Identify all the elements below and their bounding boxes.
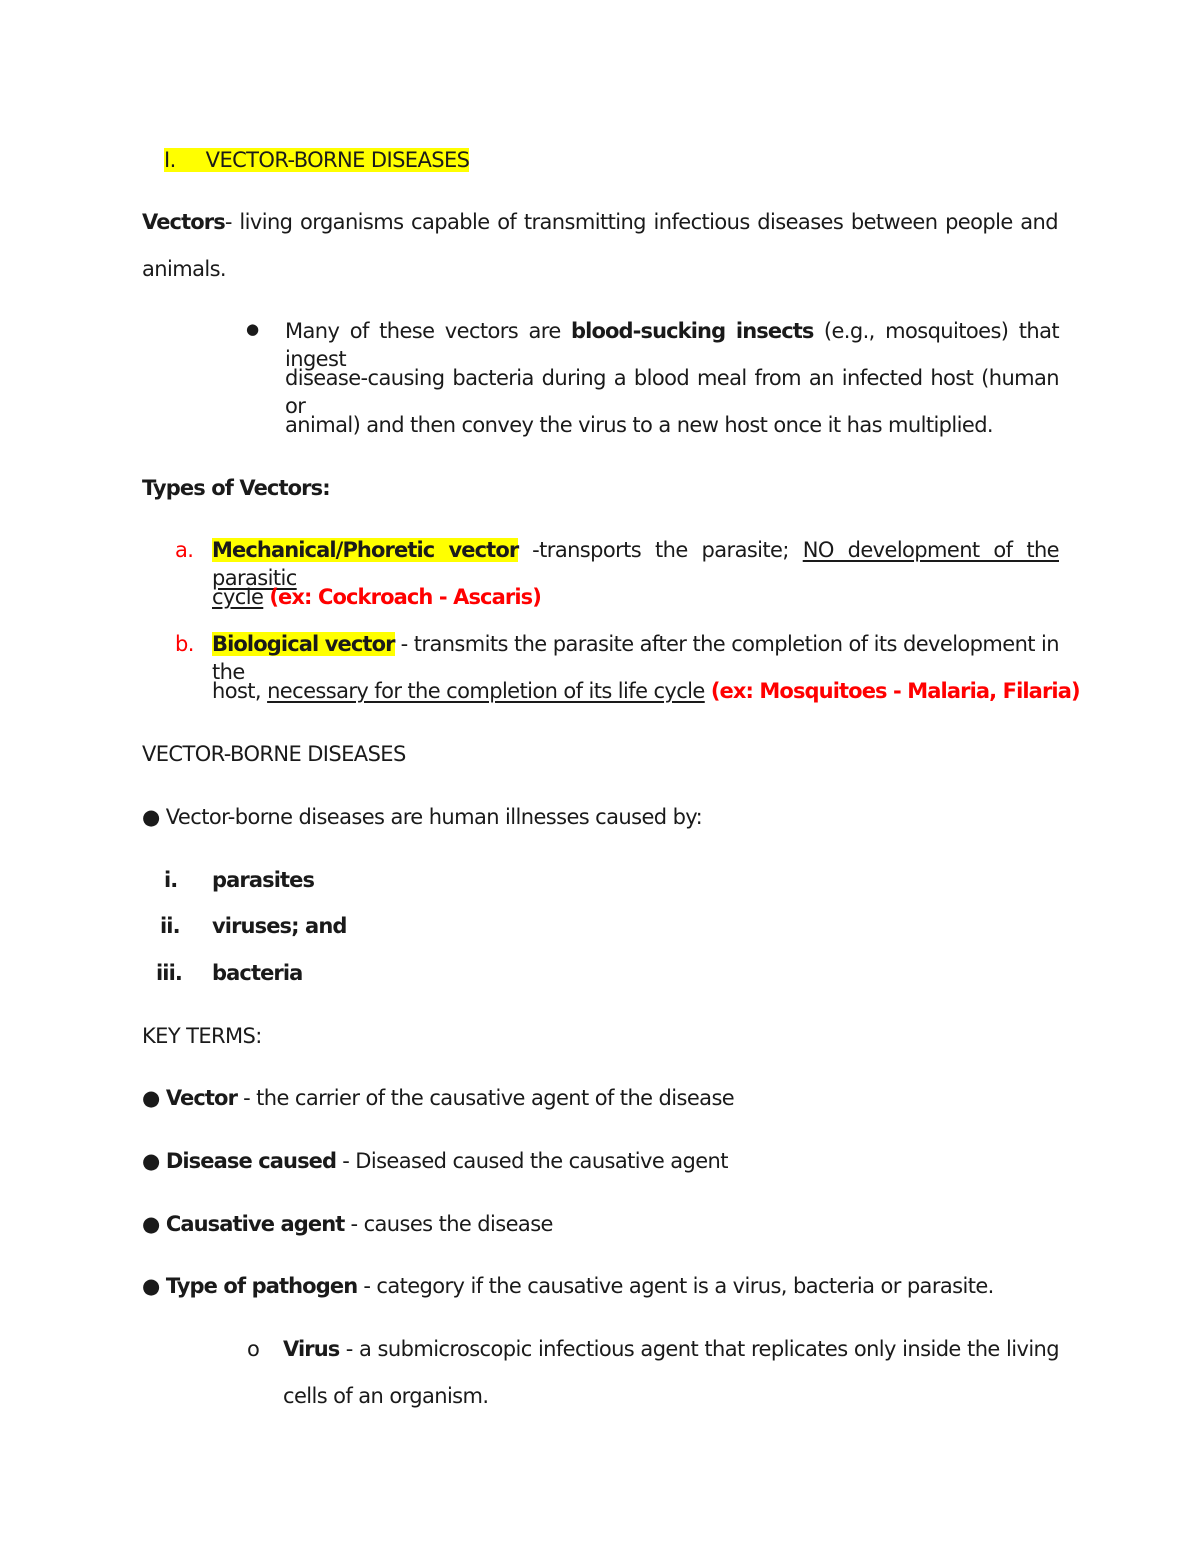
cause-num: ii.: [160, 914, 180, 938]
section-number: I.: [164, 148, 176, 172]
bullet-text-pre: Many of these vectors are: [285, 319, 572, 343]
key-term-def: - category if the causative agent is a virus, bacteria or parasite.: [357, 1274, 994, 1298]
cause-num: i.: [164, 868, 178, 892]
blood-sucking-term: blood-sucking insects: [571, 319, 814, 343]
cause-item: viruses; and: [212, 914, 347, 938]
section-heading-highlight: [164, 148, 469, 172]
virus-def: - a submicroscopic infectious agent that replicates only inside the living: [339, 1337, 1059, 1361]
key-term-def: - causes the disease: [344, 1212, 553, 1236]
vectors-definition-text: - living organisms capable of transmitting infectious diseases between people and: [224, 210, 1058, 234]
key-term-item: [142, 1210, 553, 1238]
types-heading: Types of Vectors:: [142, 476, 330, 500]
cause-num: iii.: [156, 961, 182, 985]
section-title: VECTOR-BORNE DISEASES: [205, 148, 470, 172]
type-b-example: (ex: Mosquitoes - Malaria, Filaria): [710, 679, 1080, 703]
key-term-marker: ●: [142, 1274, 160, 1298]
bullet-line-3: animal) and then convey the virus to a new host once it has multiplied.: [285, 413, 994, 437]
type-a-letter: a.: [175, 538, 194, 562]
type-a-desc: -transports the parasite;: [518, 538, 803, 562]
key-term-marker: ●: [142, 1086, 160, 1110]
key-term-def: - Diseased caused the causative agent: [336, 1149, 728, 1173]
type-b-letter: b.: [175, 632, 194, 656]
bullet-line-2: disease-causing bacteria during a blood meal from an infected host (human or: [285, 366, 1059, 418]
biological-vector-term: Biological vector: [212, 632, 395, 656]
key-term-marker: ●: [142, 1212, 160, 1236]
key-terms-heading: KEY TERMS:: [142, 1024, 262, 1048]
vectors-definition: [142, 208, 1058, 236]
vectors-term: Vectors: [142, 210, 225, 234]
bullet-marker: ●: [246, 320, 260, 338]
cause-item: bacteria: [212, 961, 303, 985]
virus-line-1: [283, 1335, 1059, 1363]
type-b-line2-pre: host,: [212, 679, 268, 703]
key-term-marker: ●: [142, 1149, 160, 1173]
vectors-definition-cont: animals.: [142, 257, 226, 281]
type-a-line-2: [212, 583, 541, 611]
type-b-line-2: [212, 677, 1080, 705]
key-term-item: [142, 1147, 728, 1175]
key-term-name: Disease caused: [165, 1149, 337, 1173]
bullet-text-post: (e.g., mosquitoes) that ingest: [285, 319, 1059, 371]
cause-item: parasites: [212, 868, 315, 892]
mechanical-vector-term: Mechanical/Phoretic vector: [212, 538, 519, 562]
type-a-underlined: NO development of the parasitic: [212, 538, 1059, 590]
key-term-name: Causative agent: [165, 1212, 345, 1236]
key-term-item: [142, 1272, 994, 1300]
section-heading: [164, 146, 469, 174]
key-term-name: Type of pathogen: [165, 1274, 358, 1298]
key-term-def: - the carrier of the causative agent of the disease: [237, 1086, 735, 1110]
key-term-item: [142, 1084, 734, 1112]
virus-term: Virus: [283, 1337, 340, 1361]
vbd-intro: ● Vector-borne diseases are human illnesses caused by:: [142, 805, 703, 829]
type-a-underlined-cont: cycle: [212, 585, 264, 609]
type-a-example: (ex: Cockroach - Ascaris): [269, 585, 541, 609]
type-b-underlined: necessary for the completion of its life cycle: [267, 679, 705, 703]
type-b-desc: - transmits the parasite after the completion of its development in the: [212, 632, 1059, 684]
virus-marker: o: [247, 1337, 260, 1361]
vbd-heading: VECTOR-BORNE DISEASES: [142, 742, 406, 766]
key-term-name: Vector: [165, 1086, 238, 1110]
virus-line-2: cells of an organism.: [283, 1384, 489, 1408]
